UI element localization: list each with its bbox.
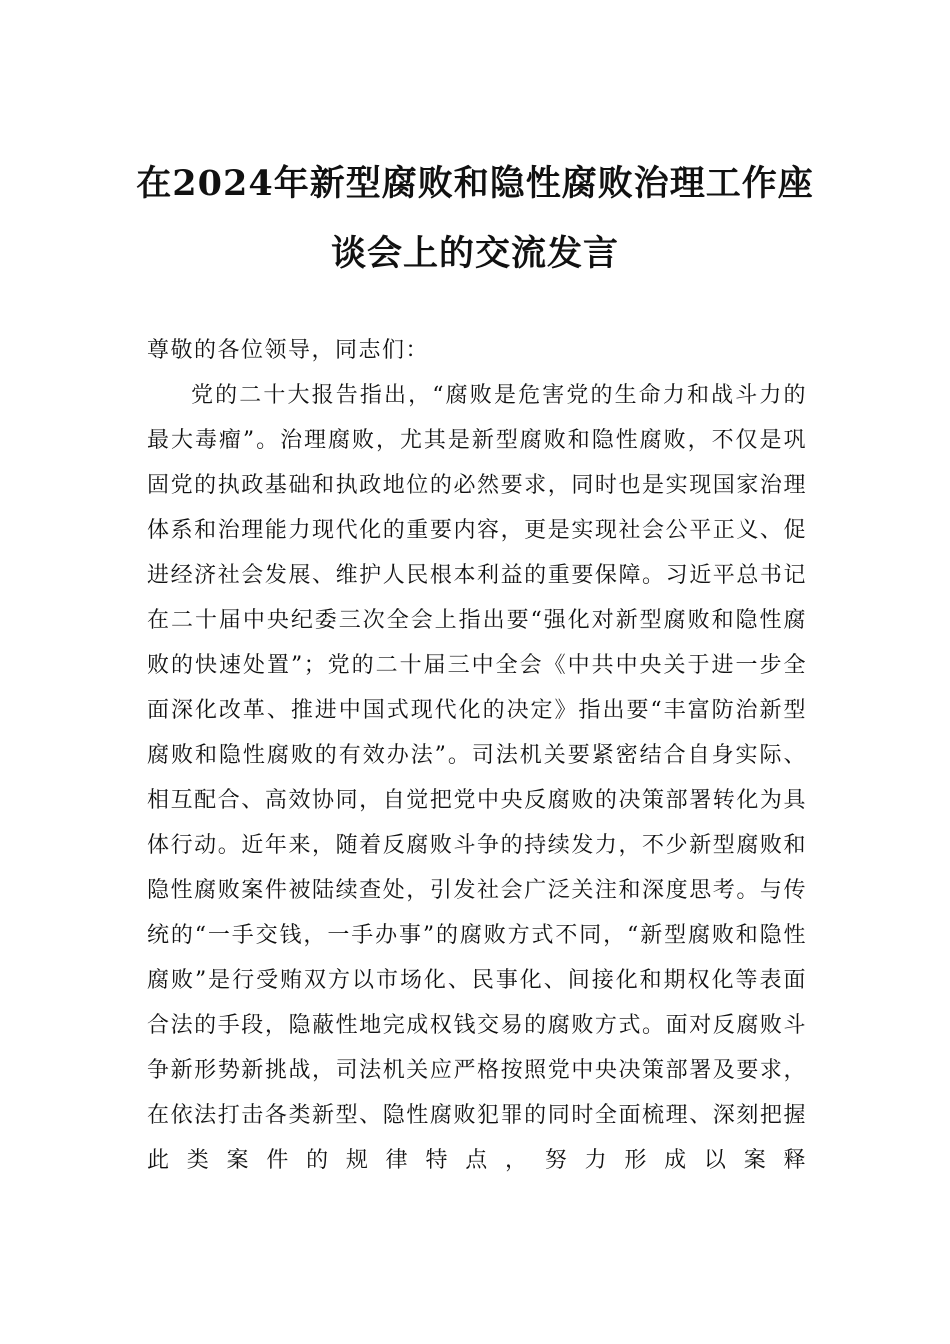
document-title-line-1: 在2024年新型腐败和隐性腐败治理工作座 [136,163,814,204]
salutation: 尊敬的各位领导，同志们： [147,338,430,363]
document-title-line-2: 谈会上的交流发言 [330,233,619,274]
body-paragraph: 党的二十大报告指出，“腐败是危害党的生命力和战斗力的最大毒瘤”。治理腐败，尤其是新型腐败和隐性腐败，不仅是巩固党的执政基础和执政地位的必然要求，同时也是实现国家治理体系和治理能力现代化的重要内容，更是实现社会公平正义、促进经济社会发展、维护人民根本利益的重要保障。习近平总书记在二十届中央纪委三次全会上指出要“强化对新型腐败和隐性腐败的快速处置”；党的二十届三中全会《中共中央关于进一步全面深化改革、推进中国式现代化的决定》指出要“丰富防治新型腐败和隐性腐败的有效办法”。司法机关要紧密结合自身实际、相互配合、高效协同，自觉把党中央反腐败的决策部署转化为具体行动。近年来，随着反腐败斗争的持续发力，不少新型腐败和隐性腐败案件被陆续查处，引发社会广泛关注和深度思考。与传统的“一手交钱，一手办事”的腐败方式不同，“新型腐败和隐性腐败”是行受贿双方以市场化、民事化、间接化和期权化等表面合法的手段，隐蔽性地完成权钱交易的腐败方式。面对反腐败斗争新形势新挑战，司法机关应严格按照党中央决策部署及要求，在依法打击各类新型、隐性腐败犯罪的同时全面梳理、深刻把握此类案件的规律特点，努力形成以案释 [147,383,807,1173]
